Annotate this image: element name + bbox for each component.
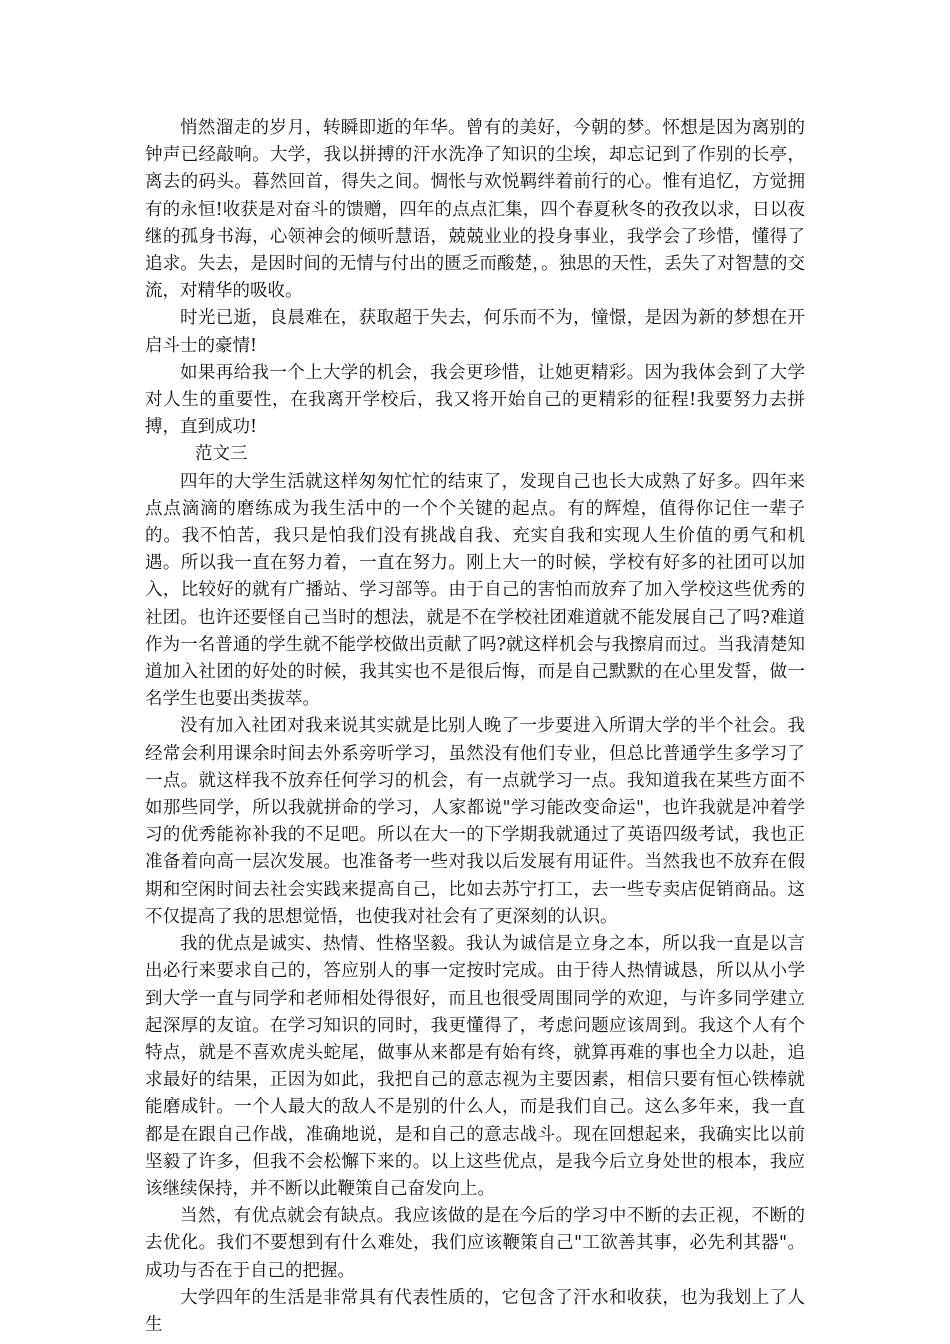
paragraph-nostalgia: 悄然溜走的岁月，转瞬即逝的年华。曾有的美好，今朝的梦。怀想是因为离别的钟声已经敲响。大学，我以拼搏的汗水洗净了知识的尘埃，却忘记到了作别的长亭，离去的码头。暮然回首，得失之间。惆怅与欢悦羁绊着前行的心。惟有追忆，方觉拥有的永恒!收获是对奋斗的馈赠，四年的点点汇集，四个春夏秋冬的孜孜以求，日以夜继的孤身书海，心领神会的倾听慧语，兢兢业业的投身事业，我学会了珍惜，懂得了追求。失去，是因时间的无情与付出的匮乏而酸楚，。独思的天性，丢失了对智慧的交流，对精华的吸收。 [145,118,805,302]
paragraph-time-passed: 时光已逝，良晨难在，获取超于失去，何乐而不为，憧憬，是因为新的梦想在开启斗士的豪情! [145,308,805,356]
paragraph-university-life: 大学四年的生活是非常具有代表性质的，它包含了汗水和收获，也为我划上了人生 [145,1287,805,1335]
paragraph-second-chance: 如果再给我一个上大学的机会，我会更珍惜，让她更精彩。因为我体会到了大学对人生的重要性，在我离开学校后，我又将开始自己的更精彩的征程!我要努力去拼搏，直到成功! [145,362,805,438]
paragraph-four-years: 四年的大学生活就这样匆匆忙忙的结束了，发现自己也长大成熟了好多。四年来点点滴滴的磨练成为我生活中的一个个关键的起点。有的辉煌，值得你记住一辈子的。我不怕苦，我只是怕我们没有挑战自我、充实自我和实现人生价值的勇气和机遇。所以我一直在努力着，一直在努力。刚上大一的时候，学校有好多的社团可以加入，比较好的就有广播站、学习部等。由于自己的害怕而放弃了加入学校这些优秀的社团。也许还要怪自己当时的想法，就是不在学校社团难道就不能发展自己了吗?难道作为一名普通的学生就不能学校做出贡献了吗?就这样机会与我擦肩而过。当我清楚知道加入社团的好处的时候，我其实也不是很后悔，而是自己默默的在心里发誓，做一名学生也要出类拔萃。 [145,471,805,710]
section-heading: 范文三 [195,444,248,465]
paragraph-strengths: 我的优点是诚实、热情、性格坚毅。我认为诚信是立身之本，所以我一直是以言出必行来要求自己的，答应别人的事一定按时完成。由于待人热情诚恳，所以从小学到大学一直与同学和老师相处得很好，而且也很受周围同学的欢迎，与许多同学建立起深厚的友谊。在学习知识的同时，我更懂得了，考虑问题应该周到。我这个人有个特点，就是不喜欢虎头蛇尾，做事从来都是有始有终，就算再难的事也全力以赴，追求最好的结果，正因为如此，我把自己的意志视为主要因素，相信只要有恒心铁棒就能磨成针。一个人最大的敌人不是别的什么人，而是我们自己。这么多年来，我一直都是在跟自己作战，准确地说，是和自己的意志战斗。现在回想起来，我确实比以前坚毅了许多，但我不会松懈下来的。以上这些优点，是我今后立身处世的根本，我应该继续保持，并不断以此鞭策自己奋发向上。 [145,934,805,1199]
paragraph-weaknesses: 当然，有优点就会有缺点。我应该做的是在今后的学习中不断的去正视，不断的去优化。我们不要想到有什么难处，我们应该鞭策自己"工欲善其事，必先利其器"。成功与否在于自己的把握。 [145,1206,805,1281]
paragraph-self-study: 没有加入社团对我来说其实就是比别人晚了一步要进入所谓大学的半个社会。我经常会利用课余时间去外系旁听学习，虽然没有他们专业，但总比普通学生多学习了一点。就这样我不放弃任何学习的机会，有一点就学习一点。我知道我在某些方面不如那些同学，所以我就拼命的学习，人家都说"学习能改变命运"，也许我就是冲着学习的优秀能祢补我的不足吧。所以在大一的下学期我就通过了英语四级考试，我也正准备着向高一层次发展。也准备考一些对我以后发展有用证件。当然我也不放弃在假期和空闲时间去社会实践来提高自己，比如去苏宁打工，去一些专卖店促销商品。这不仅提高了我的思想觉悟，也使我对社会有了更深刻的认识。 [145,716,805,927]
document-body [145,115,805,1339]
